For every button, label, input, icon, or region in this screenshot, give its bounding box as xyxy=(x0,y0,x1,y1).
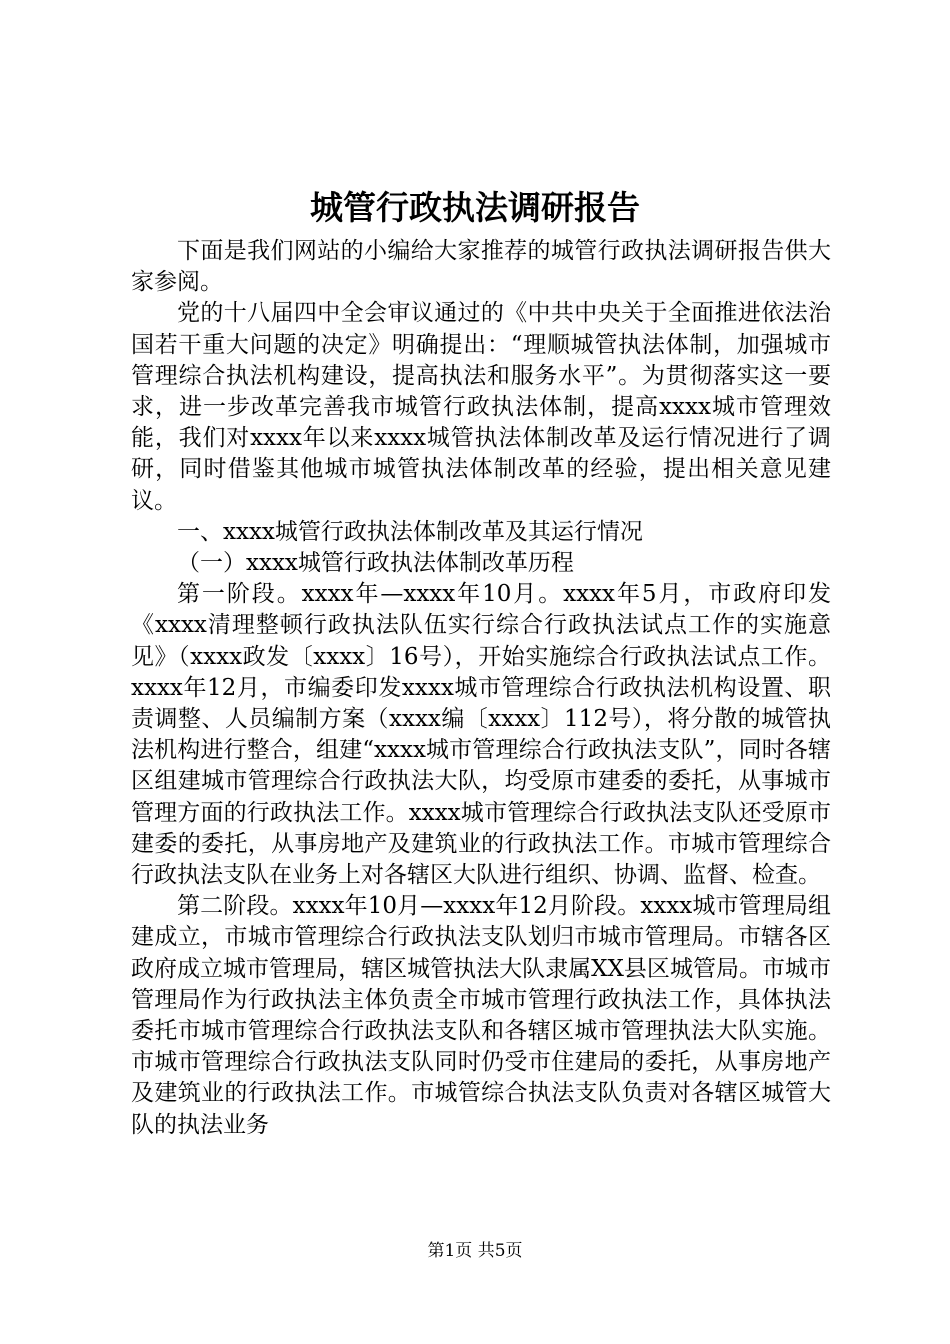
paragraph-intro: 下面是我们网站的小编给大家推荐的城管行政执法调研报告供大家参阅。 xyxy=(131,238,831,296)
page-footer: 第1页 共5页 xyxy=(427,1241,523,1261)
subsection-heading: （一）xxxx城管行政执法体制改革历程 xyxy=(177,550,574,577)
paragraph-stage-two: 第二阶段。xxxx年10月—xxxx年12月阶段。xxxx城市管理局组建成立，市城市管理综合行政执法支队划归市城市管理局。市辖各区政府成立城市管理局，辖区城管执法大队隶属XX县区城管局。市城市管理局作为行政执法主体负责全市城市管理行政执法工作，具体执法委托市城市管理综合行政执法支队和各辖区城市管理执法大队实施。市城市管理综合行政执法支队同时仍受市住建局的委托，从事房地产及建筑业的行政执法工作。市城管综合执法支队负责对各辖区城管大队的执法业务 xyxy=(131,893,831,1138)
section-heading: 一、xxxx城管行政执法体制改革及其运行情况 xyxy=(177,518,643,545)
document-body xyxy=(131,236,831,1141)
document-title: 城管行政执法调研报告 xyxy=(310,188,640,227)
paragraph-stage-one: 第一阶段。xxxx年—xxxx年10月。xxxx年5月，市政府印发《xxxx清理整顿行政执法队伍实行综合行政执法试点工作的实施意见》（xxxx政发〔xxxx〕16号），开始实施综合行政执法试点工作。xxxx年12月，市编委印发xxxx城市管理综合行政执法机构设置、职责调整、人员编制方案（xxxx编〔xxxx〕112号），将分散的城管执法机构进行整合，组建“xxxx城市管理综合行政执法支队”，同时各辖区组建城市管理综合行政执法大队，均受原市建委的委托，从事城市管理方面的行政执法工作。xxxx城市管理综合行政执法支队还受原市建委的委托，从事房地产及建筑业的行政执法工作。市城市管理综合行政执法支队在业务上对各辖区大队进行组织、协调、监督、检查。 xyxy=(131,581,831,889)
paragraph-background: 党的十八届四中全会审议通过的《中共中央关于全面推进依法治国若干重大问题的决定》明确提出：“理顺城管执法体制，加强城市管理综合执法机构建设，提高执法和服务水平”。为贯彻落实这一要求，进一步改革完善我市城管行政执法体制，提高xxxx城市管理效能，我们对xxxx年以来xxxx城管执法体制改革及运行情况进行了调研，同时借鉴其他城市城管执法体制改革的经验，提出相关意见建议。 xyxy=(131,300,831,514)
